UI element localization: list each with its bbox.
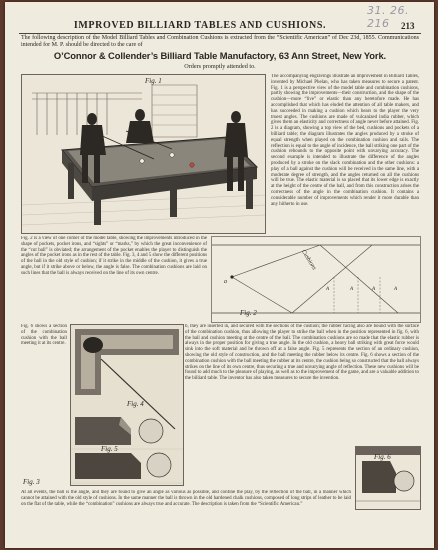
intro-text: The following description of the Model Billiard Tables and Combination Cushions is extracted from the “Scientific American” of Dec 23d, 1855. Communications intended for M. P. should be directed to the care of [21,35,419,49]
billiard-room-engraving [22,75,265,233]
figure-6-cushion-section [355,446,421,510]
fig2-diagonal-label: Cushions [299,249,317,272]
page-number: 213 [401,21,415,31]
figure-6-label: Fig. 6 [374,453,391,461]
pencil-annotation: 31. 26. 216 [367,4,409,30]
fig2-letter-a4: A [394,287,398,292]
bottom-column-text: b, they are inserted in, and secured with the sections of the cushion; the rubber facing also are bound with the surface of the combination cushion, thus allowing the player to strike the ball when in the position represented in fig. 6, with the ball and cushion meeting at the centre of the ball. The combination cushions are so made that the elastic rubber is always in the proper position for giving a true angle. In the old cushion, a heavy ball striking with great force would sink into the soft material and be thrown off at a false angle. Fig. 5 represents the section of an ordinary cushion, showing the old style of construction, and the ball meeting the rubber below its centre. Fig. 6 shows a section of the combination cushion with the ball meeting the rubber at its centre, the cushion being so constructed that the ball always strikes on the line of its own centre, thus securing a true and unvarying angle of reflection. These new cushions will be found to add much to the pleasure of playing, as well as to the improvement of the game, and are a valuable addition to the billiard table. The inventor has also taken measures to secure the invention. [185,324,419,382]
figure-1-billiard-room [21,74,266,234]
subheading: Orders promptly attended to. [184,63,256,70]
footer-text: At all events, the ball is the angle, and they are found to give an angle as various as possible, and confine the play, by the reflection of the ball, in a manner which cannot be attained with the old style of cushions. In the same manner the ball is thrown in the old hardened chalk cushions, composed of long strips of leather to be laid on the flat of the table, while the “combination” cushions are always true and accurate. The description is taken from the “Scientific American.” [21,490,351,507]
figure-3-4-5-cushion-sections [70,324,184,486]
fig2-letter-a1: A [326,287,330,292]
figure-4-label: Fig. 4 [127,400,144,408]
figure-2-cushion-diagram [211,236,421,323]
figure-3-label: Fig. 3 [23,478,40,486]
fig2-letter-a2: A [350,287,354,292]
figure-1-label: Fig. 1 [145,77,162,85]
fig2-letter-a3: A [372,287,376,292]
left-column-text: Fig. 2 is a view of one corner of the model table, showing the improvements introduced in the shape of pockets, pocket irons, and “sights” or “marks,” by which the great inconvenience of the “cut ball” is obviated; the arrangement of the pocket enables the player to distinguish the angles of the pocket irons as in the rest of the table. Fig. 3, 4 and 5 show the different positions of the ball in the old style of cushion; if it strike in the middle of the cushion, it gives a true angle, but if it strike above or below, the angle is false. The combination cushions are laid on such lines that the ball is always received on the line of its own centre. [21,236,207,276]
manufactory-heading: O’Connor & Collender’s Billiard Table Manufactory, 63 Ann Street, New York. [53,50,387,61]
fig2-point-label: a [224,279,227,285]
magazine-page [5,2,434,548]
page-title: IMPROVED BILLIARD TABLES AND CUSHIONS. [73,20,327,31]
figure-2-label: Fig. 2 [240,309,257,317]
title-rule [19,33,421,34]
left-narrow-column: Fig. 6 shows a section of the combination cushion with the ball meeting it at its centre. [21,324,67,347]
figure-5-label: Fig. 5 [101,445,118,453]
right-column-text: The accompanying engravings illustrate an improvement in Billiard Tables, invented by Michael Phelan, who has taken measures to secure a patent. Fig. 1 is a perspective view of the model table and combination cushions, partly showing the improvements—their construction, and the shape of the cushion—more “live” or elastic than any heretofore made. He has accomplished that which has eluded the attention of all table makers, and has succeeded in making a cushion which bears to the player the very truest angles. The cushions are made of vulcanized india rubber, which gives them an elasticity and correctness of angle never before attained. Fig. 2 is a diagram, showing a top view of the bed, cushions and pockets of a billiard table; the diagram illustrates the angles produced by a stroke of equal strength when played on the combination cushion and rails. The reflection is equal to the angle of incidence, the ball striking one part of the cushion rebounds to the opposite point with unvarying accuracy. The second example is intended to illustrate the difference of the angles produced by a stroke on the slack combination and the other cushions: a play of a ball against the cushion will be received in the same line, with a moderate degree of strength, and the angles returned on all the cushions will be true. The elastic material is so placed that its lower edge is exactly at the height of the centre of the ball, and from this construction arises the correctness of the angle in the combination cushion. It contains a considerable number of improvements which render it more durable than any hitherto in use. [271,74,419,207]
